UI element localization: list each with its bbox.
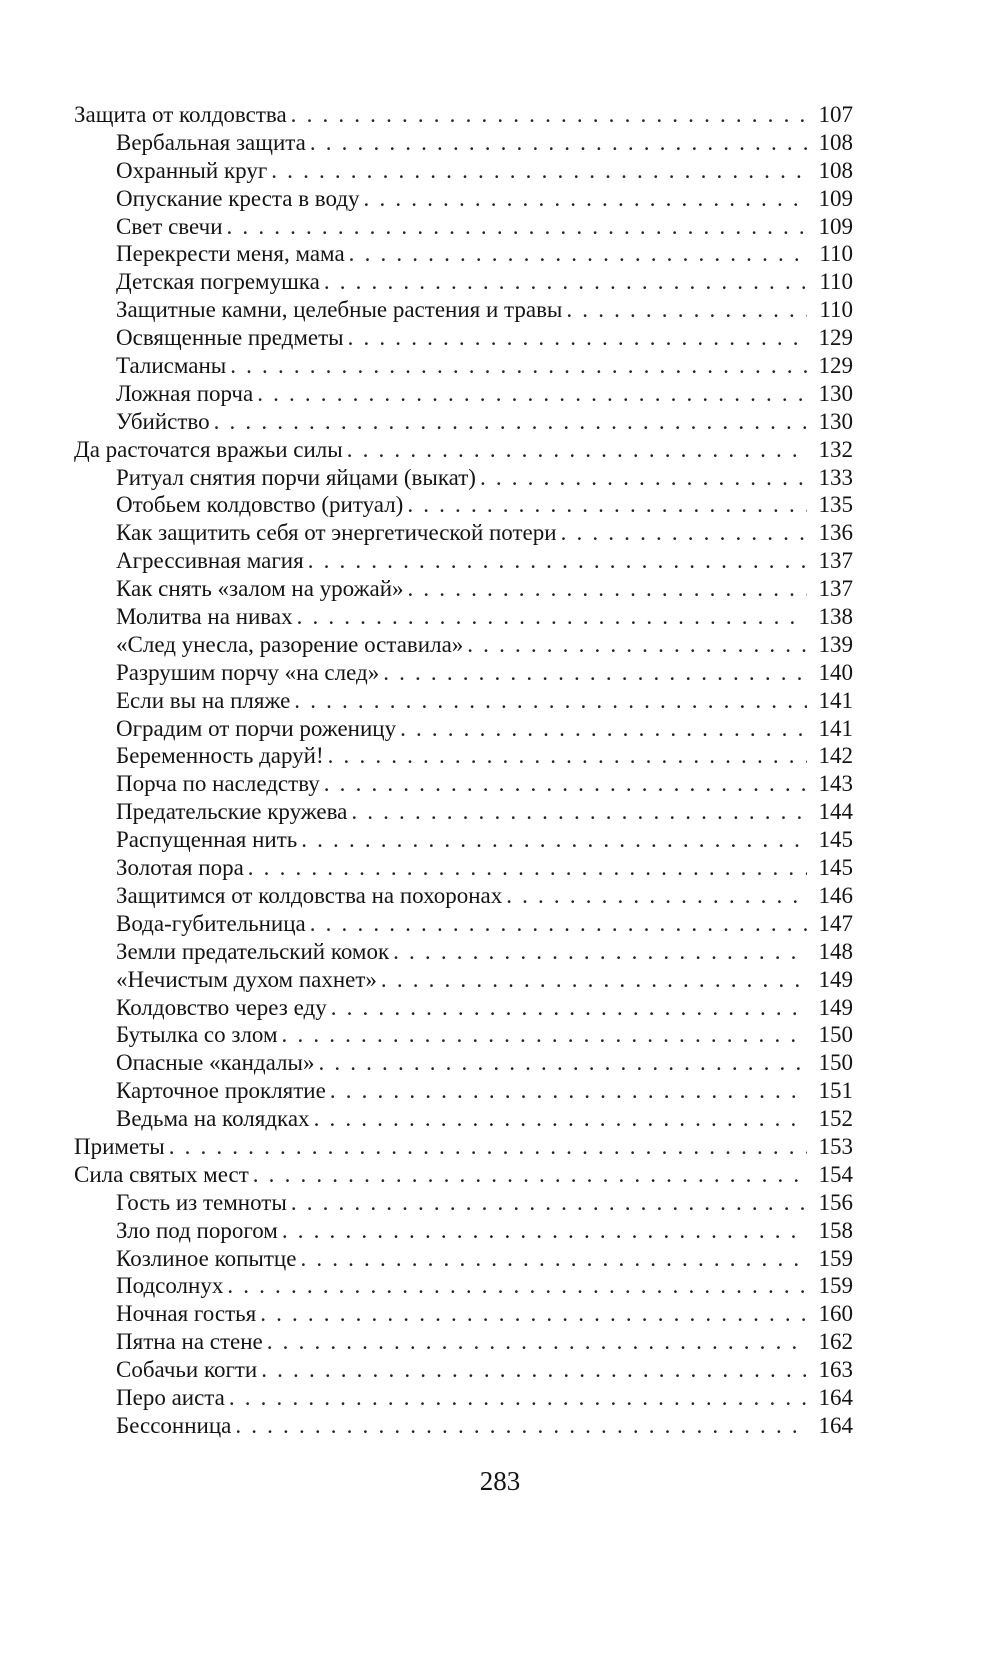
toc-section-row	[74, 436, 853, 464]
toc-section-row	[74, 101, 853, 129]
toc-dot-leader	[291, 101, 807, 129]
toc-dot-leader	[314, 1105, 807, 1133]
toc-entry-page: 109	[818, 185, 853, 211]
toc-dot-leader	[364, 185, 807, 213]
toc-subsection-row	[74, 408, 853, 436]
toc-entry-title: Защитимся от колдовства на похоронах	[116, 882, 503, 908]
toc-subsection-row	[74, 1272, 853, 1300]
toc-entry-page: 160	[818, 1301, 853, 1327]
toc-entry-title: Как защитить себя от энергетической потери	[116, 520, 557, 546]
toc-dot-leader	[331, 994, 807, 1022]
table-of-contents	[74, 101, 853, 1440]
toc-subsection-row	[74, 213, 853, 241]
toc-dot-leader	[214, 408, 807, 436]
toc-section-row	[74, 1133, 853, 1161]
toc-entry-page: 129	[818, 353, 853, 379]
toc-subsection-row	[74, 157, 853, 185]
toc-entry-title: Если вы на пляже	[116, 687, 291, 713]
toc-dot-leader	[229, 1384, 807, 1412]
toc-dot-leader	[467, 631, 807, 659]
toc-entry-title: Перо аиста	[116, 1384, 225, 1410]
toc-subsection-row	[74, 1021, 853, 1049]
toc-entry-title: Защитные камни, целебные растения и травы	[116, 297, 563, 323]
toc-entry-title: Беременность даруй!	[116, 743, 324, 769]
toc-entry-page: 108	[818, 129, 853, 155]
toc-entry-title: Опасные «кандалы»	[116, 1050, 315, 1076]
toc-dot-leader	[347, 436, 807, 464]
toc-dot-leader	[282, 1217, 807, 1245]
toc-subsection-row	[74, 854, 853, 882]
toc-dot-leader	[407, 491, 807, 519]
toc-dot-leader	[566, 296, 807, 324]
toc-subsection-row	[74, 1049, 853, 1077]
toc-entry-page: 137	[818, 576, 853, 602]
toc-dot-leader	[267, 1328, 807, 1356]
toc-entry-page: 109	[818, 213, 853, 239]
toc-entry-title: Бутылка со злом	[116, 1022, 278, 1048]
toc-dot-leader	[310, 129, 807, 157]
toc-dot-leader	[271, 157, 807, 185]
toc-subsection-row	[74, 882, 853, 910]
toc-entry-page: 110	[819, 269, 853, 295]
toc-subsection-row	[74, 575, 853, 603]
toc-dot-leader	[227, 213, 807, 241]
toc-dot-leader	[257, 380, 807, 408]
toc-subsection-row	[74, 938, 853, 966]
toc-entry-title: Предательские кружева	[116, 799, 348, 825]
toc-entry-page: 158	[818, 1217, 853, 1243]
toc-dot-leader	[260, 1300, 807, 1328]
toc-entry-title: Подсолнух	[116, 1273, 224, 1299]
toc-entry-title: Как снять «залом на урожай»	[116, 576, 404, 602]
toc-subsection-row	[74, 826, 853, 854]
toc-entry-page: 139	[818, 631, 853, 657]
toc-subsection-row	[74, 994, 853, 1022]
toc-entry-page: 145	[818, 855, 853, 881]
toc-entry-title: Убийство	[116, 408, 210, 434]
toc-entry-title: Земли предательский комок	[116, 938, 390, 964]
toc-entry-title: Разрушим порчу «на след»	[116, 659, 380, 685]
toc-entry-title: Гость из темноты	[116, 1189, 287, 1215]
toc-dot-leader	[291, 1189, 807, 1217]
toc-entry-title: Бессонница	[116, 1412, 232, 1438]
toc-entry-title: Талисманы	[116, 353, 227, 379]
toc-entry-page: 156	[818, 1189, 853, 1215]
toc-entry-title: Собачьи когти	[116, 1357, 258, 1383]
toc-entry-title: Порча по наследству	[116, 771, 320, 797]
toc-entry-title: «Нечистым духом пахнет»	[116, 966, 377, 992]
toc-subsection-row	[74, 659, 853, 687]
toc-subsection-row	[74, 352, 853, 380]
toc-entry-title: Карточное проклятие	[116, 1078, 326, 1104]
toc-dot-leader	[330, 1077, 807, 1105]
toc-dot-leader	[294, 687, 807, 715]
toc-entry-page: 110	[819, 241, 853, 267]
toc-entry-title: Свет свечи	[116, 213, 223, 239]
toc-subsection-row	[74, 1412, 853, 1440]
toc-dot-leader	[318, 1049, 807, 1077]
toc-entry-title: Ночная гостья	[116, 1301, 257, 1327]
toc-entry-title: Золотая пора	[116, 855, 244, 881]
toc-entry-page: 141	[818, 715, 853, 741]
toc-subsection-row	[74, 185, 853, 213]
toc-entry-title: Ведьма на колядках	[116, 1106, 310, 1132]
toc-entry-page: 149	[818, 966, 853, 992]
toc-entry-title: Отобьем колдовство (ритуал)	[116, 492, 404, 518]
toc-entry-page: 108	[818, 157, 853, 183]
toc-entry-page: 142	[818, 743, 853, 769]
toc-entry-title: Опускание креста в воду	[116, 185, 360, 211]
toc-entry-page: 143	[818, 771, 853, 797]
toc-dot-leader	[383, 659, 807, 687]
toc-subsection-row	[74, 491, 853, 519]
toc-subsection-row	[74, 1356, 853, 1384]
toc-section-row	[74, 1161, 853, 1189]
toc-dot-leader	[227, 1272, 807, 1300]
toc-subsection-row	[74, 1077, 853, 1105]
toc-subsection-row	[74, 380, 853, 408]
toc-entry-title: Козлиное копытце	[116, 1245, 297, 1271]
toc-entry-title: Приметы	[74, 1133, 165, 1159]
toc-subsection-row	[74, 798, 853, 826]
toc-entry-page: 147	[818, 910, 853, 936]
toc-entry-title: «След унесла, разорение оставила»	[116, 631, 464, 657]
toc-subsection-row	[74, 770, 853, 798]
toc-entry-page: 130	[818, 380, 853, 406]
toc-entry-page: 153	[818, 1133, 853, 1159]
toc-entry-page: 159	[818, 1245, 853, 1271]
toc-entry-title: Перекрести меня, мама	[116, 241, 345, 267]
toc-subsection-row	[74, 519, 853, 547]
toc-entry-page: 148	[818, 938, 853, 964]
toc-dot-leader	[300, 1245, 807, 1273]
toc-subsection-row	[74, 1189, 853, 1217]
toc-dot-leader	[348, 324, 807, 352]
toc-entry-page: 164	[818, 1384, 853, 1410]
toc-dot-leader	[310, 910, 807, 938]
toc-entry-title: Колдовство через еду	[116, 994, 327, 1020]
toc-subsection-row	[74, 1245, 853, 1273]
toc-subsection-row	[74, 240, 853, 268]
toc-dot-leader	[349, 240, 807, 268]
toc-entry-title: Вода-губительница	[116, 910, 306, 936]
toc-entry-title: Оградим от порчи роженицу	[116, 715, 397, 741]
toc-dot-leader	[248, 854, 807, 882]
toc-dot-leader	[297, 603, 807, 631]
toc-entry-page: 110	[819, 297, 853, 323]
toc-entry-title: Распущенная нить	[116, 827, 298, 853]
toc-entry-page: 163	[818, 1357, 853, 1383]
toc-subsection-row	[74, 966, 853, 994]
toc-subsection-row	[74, 1217, 853, 1245]
toc-subsection-row	[74, 268, 853, 296]
toc-entry-title: Охранный круг	[116, 157, 268, 183]
toc-dot-leader	[381, 966, 807, 994]
toc-entry-page: 164	[818, 1412, 853, 1438]
toc-entry-title: Агрессивная магия	[116, 548, 304, 574]
toc-subsection-row	[74, 1328, 853, 1356]
toc-entry-page: 141	[818, 687, 853, 713]
toc-dot-leader	[408, 575, 808, 603]
toc-subsection-row	[74, 742, 853, 770]
toc-dot-leader	[253, 1161, 807, 1189]
toc-subsection-row	[74, 603, 853, 631]
toc-entry-page: 135	[818, 492, 853, 518]
toc-entry-title: Детская погремушка	[116, 269, 320, 295]
toc-entry-page: 162	[818, 1329, 853, 1355]
page-number: 283	[479, 1466, 521, 1496]
toc-dot-leader	[301, 826, 807, 854]
toc-dot-leader	[235, 1412, 807, 1440]
toc-entry-page: 159	[818, 1273, 853, 1299]
toc-subsection-row	[74, 296, 853, 324]
toc-subsection-row	[74, 324, 853, 352]
toc-dot-leader	[328, 742, 807, 770]
toc-dot-leader	[506, 882, 807, 910]
toc-subsection-row	[74, 464, 853, 492]
toc-entry-title: Зло под порогом	[116, 1217, 278, 1243]
toc-entry-title: Сила святых мест	[74, 1161, 249, 1187]
toc-entry-title: Пятна на стене	[116, 1329, 263, 1355]
toc-entry-title: Ритуал снятия порчи яйцами (выкат)	[116, 464, 476, 490]
toc-entry-page: 145	[818, 827, 853, 853]
toc-entry-page: 151	[818, 1078, 853, 1104]
toc-dot-leader	[169, 1133, 807, 1161]
toc-entry-page: 149	[818, 994, 853, 1020]
toc-subsection-row	[74, 547, 853, 575]
toc-dot-leader	[400, 715, 807, 743]
toc-dot-leader	[261, 1356, 807, 1384]
toc-dot-leader	[282, 1021, 807, 1049]
toc-entry-title: Да расточатся вражьи силы	[74, 436, 343, 462]
toc-subsection-row	[74, 631, 853, 659]
toc-subsection-row	[74, 687, 853, 715]
toc-dot-leader	[480, 464, 807, 492]
toc-entry-page: 140	[818, 659, 853, 685]
toc-subsection-row	[74, 1105, 853, 1133]
toc-entry-title: Ложная порча	[116, 380, 254, 406]
toc-entry-page: 137	[818, 548, 853, 574]
toc-dot-leader	[393, 938, 807, 966]
toc-entry-page: 129	[818, 325, 853, 351]
toc-dot-leader	[351, 798, 807, 826]
toc-entry-page: 133	[818, 464, 853, 490]
toc-dot-leader	[308, 547, 807, 575]
toc-entry-title: Молитва на нивах	[116, 604, 293, 630]
toc-entry-page: 150	[818, 1050, 853, 1076]
toc-dot-leader	[324, 268, 807, 296]
toc-entry-page: 130	[818, 408, 853, 434]
toc-entry-page: 152	[818, 1106, 853, 1132]
toc-entry-title: Освященные предметы	[116, 325, 344, 351]
toc-entry-page: 107	[818, 102, 853, 127]
toc-entry-page: 144	[818, 799, 853, 825]
toc-entry-page: 138	[818, 604, 853, 630]
toc-entry-title: Вербальная защита	[116, 129, 306, 155]
toc-entry-page: 154	[818, 1161, 853, 1187]
toc-entry-page: 132	[818, 436, 853, 462]
toc-subsection-row	[74, 715, 853, 743]
toc-subsection-row	[74, 1300, 853, 1328]
toc-subsection-row	[74, 129, 853, 157]
toc-dot-leader	[561, 519, 807, 547]
toc-entry-page: 136	[818, 520, 853, 546]
toc-subsection-row	[74, 1384, 853, 1412]
toc-entry-title: Защита от колдовства	[74, 102, 287, 127]
toc-entry-page: 146	[818, 882, 853, 908]
toc-dot-leader	[230, 352, 807, 380]
toc-subsection-row	[74, 910, 853, 938]
toc-dot-leader	[324, 770, 807, 798]
toc-entry-page: 150	[818, 1022, 853, 1048]
